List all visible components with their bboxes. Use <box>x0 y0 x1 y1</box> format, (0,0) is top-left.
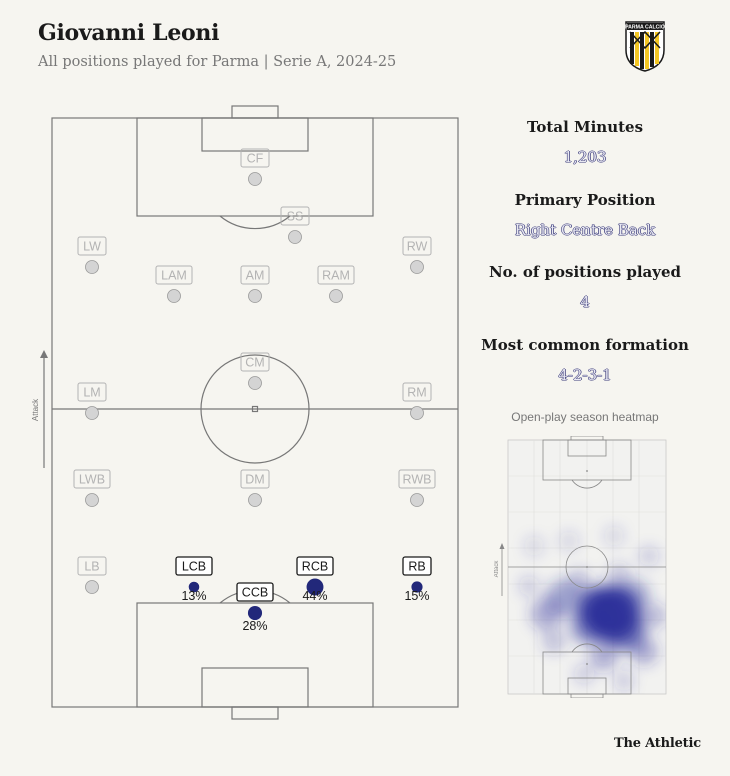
stat-label: No. of positions played <box>488 263 682 281</box>
position-share-label: 44% <box>302 589 328 603</box>
attack-label: Attack <box>31 398 40 422</box>
heatmap-blob <box>574 664 594 684</box>
stats-panel <box>480 118 690 408</box>
position-pitch <box>30 100 470 720</box>
position-marker <box>168 290 181 303</box>
position-rcb <box>297 557 333 603</box>
stat-value: Right Centre Back <box>514 220 656 239</box>
heatmap-blob <box>590 642 618 670</box>
stat-common-formation <box>480 336 690 409</box>
position-marker <box>249 494 262 507</box>
heatmap-blob <box>604 526 624 546</box>
position-marker <box>411 261 424 274</box>
position-label: CF <box>246 151 264 166</box>
position-marker <box>411 407 424 420</box>
heatmap-blob <box>630 637 658 665</box>
the-athletic-logo: The Athletic <box>614 736 701 751</box>
position-marker <box>86 494 99 507</box>
position-label: RB <box>408 559 426 574</box>
position-label: LB <box>84 559 100 574</box>
position-lb <box>78 557 106 594</box>
position-label: RAM <box>322 268 350 283</box>
position-marker <box>289 231 302 244</box>
position-share-label: 13% <box>181 589 207 603</box>
heatmap-blob <box>567 569 591 593</box>
position-cf <box>241 149 269 186</box>
position-marker <box>249 173 262 186</box>
stat-primary-position <box>480 191 690 264</box>
position-rw <box>403 237 431 274</box>
heatmap-attack-label: Attack <box>494 560 500 578</box>
attack-arrow <box>31 350 48 468</box>
svg-text:PARMA CALCIO: PARMA CALCIO <box>625 24 665 31</box>
stat-label: Primary Position <box>514 190 656 209</box>
position-am <box>241 266 269 303</box>
heatmap-blob <box>607 564 631 588</box>
stat-positions-played <box>480 263 690 336</box>
season-heatmap <box>494 436 680 698</box>
stat-value: 4-2-3-1 <box>558 365 612 384</box>
position-ccb <box>237 583 273 633</box>
position-label: CCB <box>241 585 269 600</box>
position-marker <box>411 494 424 507</box>
stat-value: 4 <box>580 293 590 311</box>
position-label: DM <box>245 472 265 487</box>
position-share-label: 28% <box>242 619 268 633</box>
heatmap-blob <box>519 576 539 596</box>
position-lwb <box>74 470 110 507</box>
position-label: CM <box>245 355 265 370</box>
heatmap-blob <box>571 608 607 644</box>
heatmap-blob <box>542 629 566 653</box>
position-label: RM <box>407 385 427 400</box>
position-label: SS <box>286 209 304 224</box>
heatmap-attack-arrow <box>494 543 505 596</box>
position-rb <box>403 557 431 603</box>
heatmap-blob <box>639 546 659 566</box>
position-lw <box>78 237 106 274</box>
position-lm <box>78 383 106 420</box>
heatmap-title: Open-play season heatmap <box>511 410 659 424</box>
position-label: LW <box>83 239 101 254</box>
heatmap-blob <box>524 536 544 556</box>
position-marker <box>86 407 99 420</box>
heatmap-blob <box>530 598 562 630</box>
position-dm <box>241 470 269 507</box>
page-title: Giovanni Leoni <box>38 20 220 46</box>
position-label: LCB <box>181 559 207 574</box>
heatmap-blob <box>559 531 579 551</box>
stat-label: Most common formation <box>481 335 689 354</box>
page-subtitle: All positions played for Parma | Serie A, 2024-25 <box>38 54 397 70</box>
position-label: LWB <box>78 472 106 487</box>
position-label: RWB <box>402 472 432 487</box>
position-lam <box>156 266 192 303</box>
position-marker <box>86 581 99 594</box>
parma-crest-icon <box>624 20 666 72</box>
position-label: LAM <box>161 268 187 283</box>
position-label: RCB <box>301 559 329 574</box>
position-lcb <box>176 557 212 603</box>
heatmap-blob <box>642 604 666 628</box>
position-share-label: 15% <box>404 589 430 603</box>
position-markers <box>74 149 435 633</box>
position-rm <box>403 383 431 420</box>
position-ss <box>281 207 309 244</box>
position-label: RW <box>406 239 428 254</box>
position-marker <box>248 606 262 620</box>
stat-value: 1,203 <box>563 148 607 166</box>
position-label: AM <box>245 268 265 283</box>
position-cm <box>241 353 269 390</box>
position-ram <box>318 266 354 303</box>
stat-total-minutes <box>480 118 690 191</box>
position-label: LM <box>83 385 101 400</box>
position-rwb <box>399 470 435 507</box>
stat-label: Total Minutes <box>526 118 644 136</box>
position-marker <box>249 290 262 303</box>
position-marker <box>86 261 99 274</box>
position-marker <box>249 377 262 390</box>
position-marker <box>330 290 343 303</box>
